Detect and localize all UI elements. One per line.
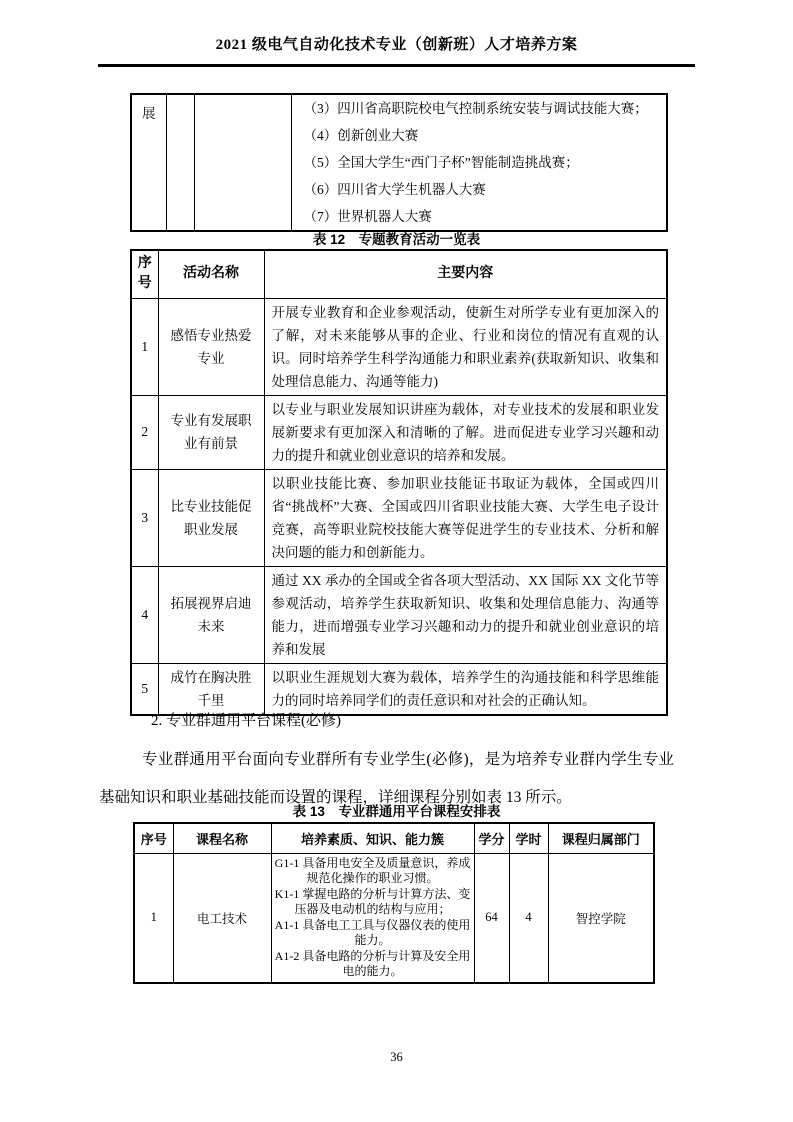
competition-item: （6）四川省大学生机器人大赛 [303,182,486,197]
col-header-num: 序号 [134,823,173,853]
table-header-row [134,823,654,853]
row-num: 2 [131,395,158,469]
hours-value: 4 [509,853,548,983]
activity-name [158,298,264,395]
ability-item: A1-2 具备电路的分析与计算及安全用电的能力。 [274,948,471,978]
table-row [131,566,667,663]
table-row [131,298,667,395]
competition-item: （3）四川省高职院校电气控制系统安装与调试技能大赛； [303,101,648,116]
activity-name [158,566,264,663]
page-number: 36 [390,1050,403,1064]
continuation-cell-empty-1 [166,94,194,231]
row-num: 4 [131,566,158,663]
abilities-cell [271,853,474,983]
activity-content: 通过 XX 承办的全国或全省各项大型活动、XX 国际 XX 文化节等参观活动，培养学生获取新知识、收集和处理信息能力、沟通等能力，进而增强专业学习兴趣和动力的提升和就业创业意识的培养和发展 [264,566,667,663]
ability-item: G1-1 具备用电安全及质量意识，养成规范化操作的职业习惯。 [274,855,471,885]
activity-name-text: 成竹在胸决胜千里 [170,669,252,708]
page-title: 2021 级电气自动化技术专业（创新班）人才培养方案 [215,37,578,53]
col-header-credits: 学分 [474,823,509,853]
col-header-course-name: 课程名称 [173,823,271,853]
activity-content: 以专业与职业发展知识讲座为载体，对专业技术的发展和职业发展新要求有更加深入和清晰的了解。进而促进专业学习兴趣和动力的提升和就业创业意识的培养和发展。 [264,395,667,469]
table13-courses [133,822,655,984]
col-header-activity-name: 活动名称 [158,250,264,298]
activity-name-text: 感悟专业热爱专业 [170,327,252,366]
table12-caption: 表 12 专题教育活动一览表 [312,232,481,247]
continuation-cell-label: 展 [131,94,166,231]
row-num: 1 [134,853,173,983]
col-header-hours: 学时 [509,823,548,853]
activity-name-text: 专业有发展职业有前景 [170,413,252,451]
col-header-abilities: 培养素质、知识、能力簇 [271,823,474,853]
credits-value: 64 [474,853,509,983]
competition-item: （7）世界机器人大赛 [303,209,432,224]
department-value: 智控学院 [548,853,654,983]
activity-name [158,663,264,715]
table-row [131,663,667,715]
table-row [131,94,667,231]
table13-caption: 表 13 专业群通用平台课程安排表 [292,804,501,819]
col-header-num: 序号 [131,250,158,298]
col-header-department: 课程归属部门 [548,823,654,853]
table-row [134,853,654,983]
row-num: 5 [131,663,158,715]
ability-item: A1-1 具备电工工具与仪器仪表的使用能力。 [274,917,471,947]
col-header-main-content: 主要内容 [264,250,667,298]
table-row [131,395,667,469]
competition-item: （4）创新创业大赛 [303,128,419,143]
row-num: 3 [131,469,158,566]
activity-name-text: 比专业技能促职业发展 [170,498,252,537]
row-num: 1 [131,298,158,395]
header-divider [98,64,695,67]
table12-activities [130,249,668,716]
activity-name [158,395,264,469]
activity-content: 以职业生涯规划大赛为载体，培养学生的沟通技能和科学思维能力的同时培养同学们的责任意识和对社会的正确认知。 [264,663,667,715]
continuation-cell-items [291,94,667,231]
continuation-table [130,93,668,232]
section-heading: 2. 专业群通用平台课程(必修) [151,713,341,729]
table-header-row [131,250,667,298]
continuation-cell-empty-2 [194,94,291,231]
activity-name [158,469,264,566]
activity-content: 以职业技能比赛、参加职业技能证书取证为载体，全国或四川省“挑战杯”大赛、全国或四川省职业技能大赛、大学生电子设计竞赛，高等职业院校技能大赛等促进学生的专业技术、分析和解决问题的能力和创新能力。 [264,469,667,566]
ability-item: K1-1 掌握电路的分析与计算方法、变压器及电动机的结构与应用； [274,886,471,916]
body-paragraph: 专业群通用平台面向专业群所有专业学生(必修)，是为培养专业群内学生专业基础知识和职业基础技能而设置的课程，详细课程分别如表 13 所示。 [99,751,674,806]
table-row [131,469,667,566]
course-name: 电工技术 [173,853,271,983]
activity-content: 开展专业教育和企业参观活动，使新生对所学专业有更加深入的了解，对未来能够从事的企业、行业和岗位的情况有直观的认识。同时培养学生科学沟通能力和职业素养(获取新知识、收集和处理信息能力、沟通等能力) [264,298,667,395]
activity-name-text: 拓展视界启迪未来 [170,595,252,634]
competition-item: （5）全国大学生“西门子杯”智能制造挑战赛； [303,155,579,170]
